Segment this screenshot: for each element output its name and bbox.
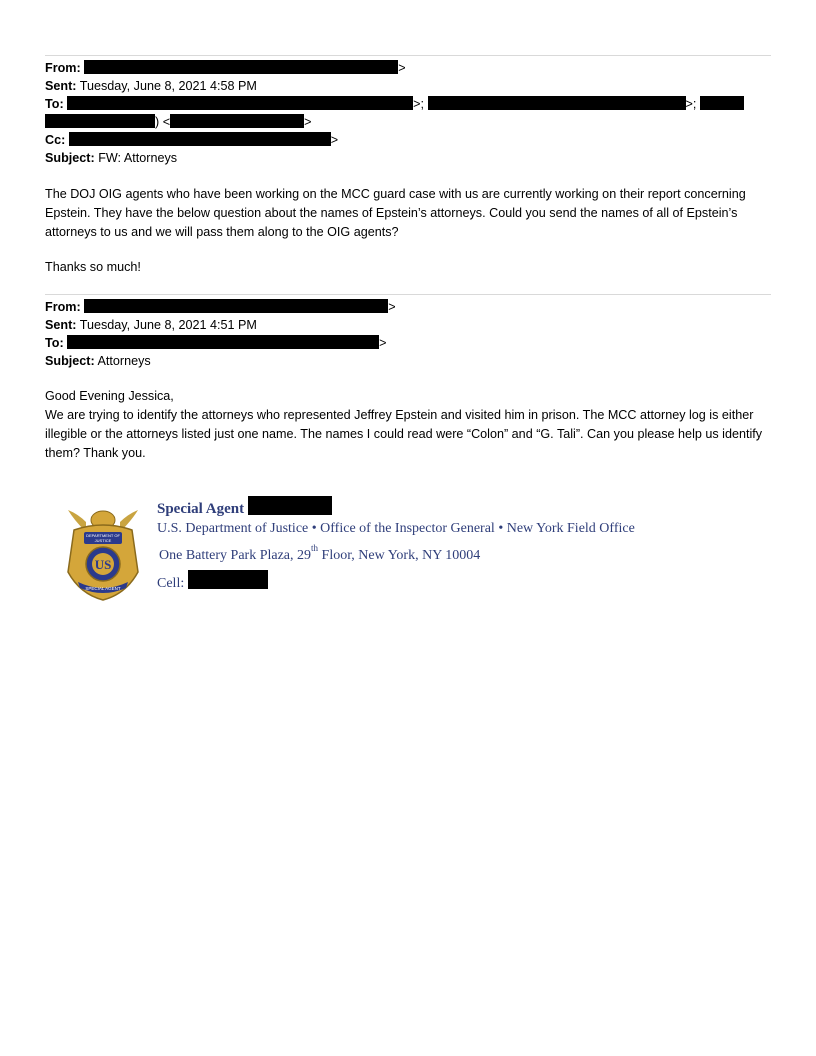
email2-from-label: From: [45,300,81,314]
email2-subject-value: Attorneys [97,354,151,368]
email2-body-paragraph: We are trying to identify the attorneys who represented Jeffrey Epstein and visited him in prison. The MCC attorney log is either illegible or the attorneys listed just one name. The names I could read were “Colon” and “G. Tali”. Can you please help us identify them? Thank you. [45,408,763,460]
email1-from-suffix: > [398,61,406,75]
email2-sent-label: Sent: [45,318,77,332]
signature-bullet-1: • [311,521,317,536]
redaction-box [45,114,155,128]
email1-to-line2-end: > [304,115,312,129]
email2-from-suffix: > [388,300,396,314]
email1-sent-line [45,77,257,95]
email1-to-sep2: >; [685,97,697,111]
badge-text-top-2: JUSTICE [94,538,112,543]
redaction-box [248,496,332,515]
email1-sent-value: Tuesday, June 8, 2021 4:58 PM [79,79,257,93]
signature-address-pre: One Battery Park Plaza, 29 [159,548,312,563]
signature-org-1: U.S. Department of Justice [157,521,309,536]
email2-body [45,387,775,463]
redaction-box [700,96,744,110]
redaction-box [428,96,686,110]
badge-text-center: US [94,557,112,572]
email2-subject-label: Subject: [45,354,95,368]
email2-sent-line [45,316,257,334]
email1-subject-line [45,149,177,167]
email2-greeting: Good Evening Jessica, [45,389,174,403]
email1-to-sep1: >; [413,97,425,111]
email1-thanks: Thanks so much! [45,260,141,274]
email2-to-line [45,334,387,352]
signature-title: Special Agent [157,501,245,517]
top-divider [45,55,771,56]
email1-cc-suffix: > [330,133,339,147]
email1-from-label: From: [45,61,81,75]
email1-cc-label: Cc: [45,133,66,147]
email1-subject-label: Subject: [45,151,95,165]
badge-text-top-1: DEPARTMENT OF [86,533,120,538]
special-agent-badge-icon [64,502,142,602]
redaction-box [84,299,388,313]
signature-org-2: Office of the Inspector General [320,521,495,536]
email1-to-line-2 [45,113,311,131]
email2-sent-value: Tuesday, June 8, 2021 4:51 PM [79,318,257,332]
signature-title-line [157,496,332,519]
email2-subject-line [45,352,151,370]
email1-to-label: To: [45,97,64,111]
redaction-box [188,570,268,589]
signature-org-line [157,520,635,538]
signature-bullet-2: • [498,521,504,536]
signature-address-line [159,543,481,566]
email1-from-line [45,59,406,77]
email2-from-line [45,298,396,316]
redaction-box [67,335,379,349]
signature-cell-line [157,570,268,594]
redaction-box [84,60,398,74]
email2-to-label: To: [45,336,64,350]
signature-address-sup: th [311,543,319,553]
email1-subject-value: FW: Attorneys [98,151,178,165]
signature-address-post: Floor, New York, NY 10004 [318,548,481,563]
email1-closing [45,258,775,277]
email1-cc-line [45,131,338,149]
email1-body [45,185,775,242]
email1-to-line2-mid: ) < [155,115,171,129]
redaction-box [67,96,413,110]
redaction-box [69,132,331,146]
redaction-box [170,114,304,128]
email1-to-line [45,95,744,113]
signature-cell-label: Cell: [157,576,185,591]
email-divider [45,294,771,295]
email2-to-suffix: > [379,336,387,350]
signature-org-3: New York Field Office [506,521,635,536]
email1-body-paragraph: The DOJ OIG agents who have been working on the MCC guard case with us are currently working on their report concerning Epstein. They have the below question about the names of Epstein’s attorneys. Could you send the names of all of Epstein’s attorneys to us and we will pass them along to the OIG agents? [45,187,746,239]
email1-sent-label: Sent: [45,79,77,93]
badge-text-bottom: SPECIAL AGENT [85,586,121,591]
